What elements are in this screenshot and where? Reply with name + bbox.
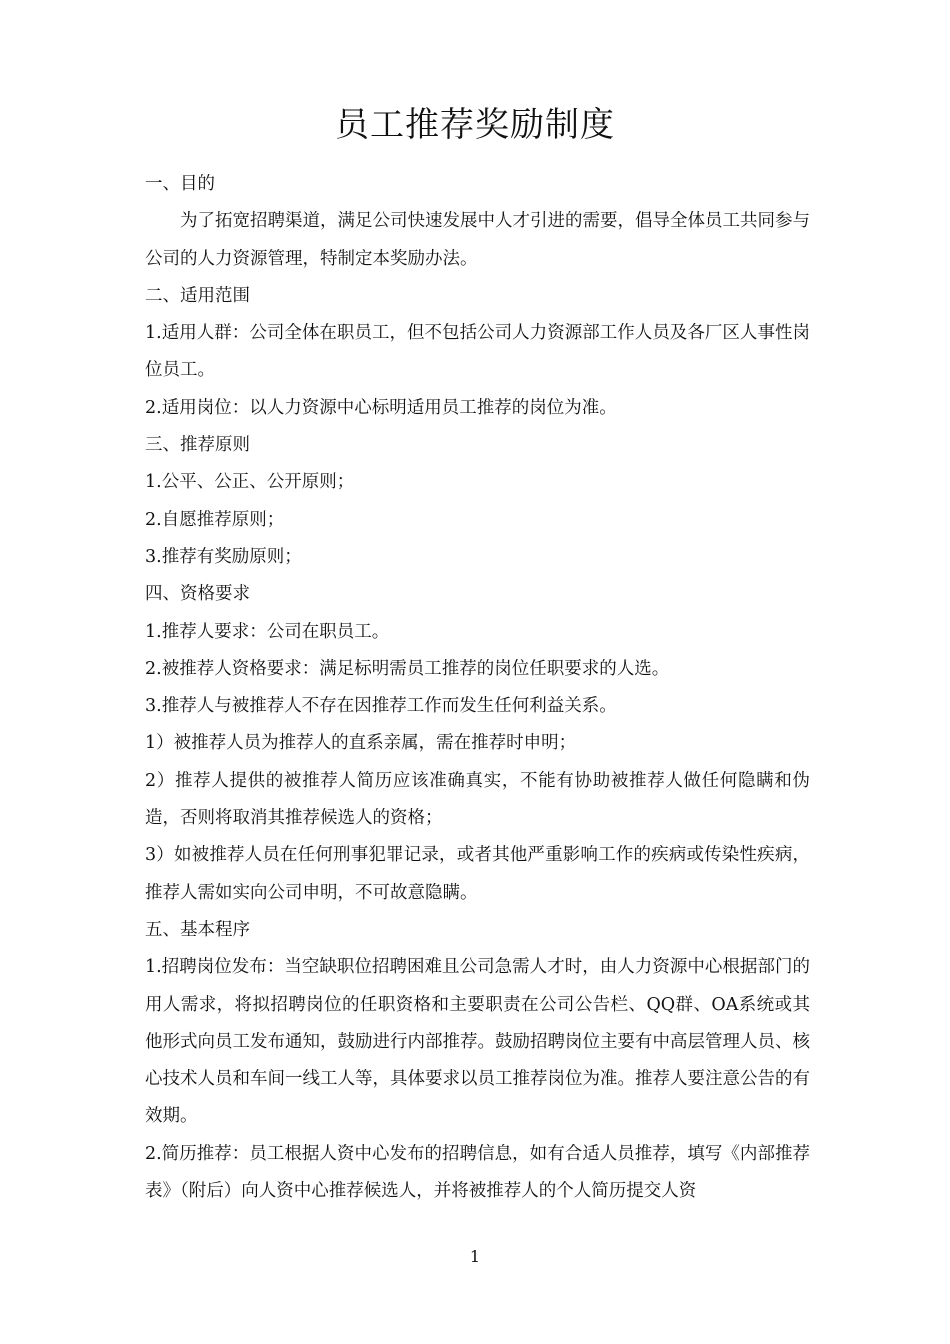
page-number: 1 (469, 1247, 481, 1266)
purpose-paragraph: 为了拓宽招聘渠道，满足公司快速发展中人才引进的需要，倡导全体员工共同参与公司的人力资源管理，特制定本奖励办法。 (145, 211, 810, 269)
principle-item-fairness: 1.公平、公正、公开原则； (145, 472, 355, 493)
section-heading-purpose: 一、目的 (145, 174, 215, 194)
conflict-subitem-relatives: 1）被推荐人员为推荐人的直系亲属，需在推荐时申明； (145, 733, 577, 754)
document-title: 员工推荐奖励制度 (335, 105, 615, 145)
section-heading-principles: 三、推荐原则 (145, 435, 250, 456)
section-heading-scope: 二、适用范围 (145, 285, 250, 306)
procedure-item-resume: 2.简历推荐：员工根据人资中心发布的招聘信息，如有合适人员推荐，填写《内部推荐表》（附后）向人资中心推荐候选人，并将被推荐人的个人简历提交人资 (145, 1143, 810, 1202)
document-body (145, 166, 810, 1210)
procedure-item-posting: 1.招聘岗位发布：当空缺职位招聘困难且公司急需人才时，由人力资源中心根据部门的用人需求，将拟招聘岗位的任职资格和主要职责在公司公告栏、QQ群、OA系统或其他形式向员工发布通知，鼓励进行内部推荐。鼓励招聘岗位主要有中高层管理人员、核心技术人员和车间一线工人等，具体要求以员工推荐岗位为准。推荐人要注意公告的有效期。 (145, 957, 810, 1127)
qualification-item-conflict: 3.推荐人与被推荐人不存在因推荐工作而发生任何利益关系。 (145, 696, 617, 717)
scope-item-personnel: 1.适用人群：公司全体在职员工，但不包括公司人力资源部工作人员及各厂区人事性岗位员工。 (145, 323, 810, 381)
conflict-subitem-records: 3）如被推荐人员在任何刑事犯罪记录，或者其他严重影响工作的疾病或传染性疾病，推荐人需如实向公司申明，不可故意隐瞒。 (145, 845, 810, 903)
qualification-item-referee: 2.被推荐人资格要求：满足标明需员工推荐的岗位任职要求的人选。 (145, 658, 670, 679)
qualification-item-referrer: 1.推荐人要求：公司在职员工。 (145, 621, 390, 642)
principle-item-reward: 3.推荐有奖励原则； (145, 546, 302, 567)
section-heading-qualifications: 四、资格要求 (145, 584, 250, 605)
section-heading-procedure: 五、基本程序 (145, 919, 250, 940)
scope-item-positions: 2.适用岗位：以人力资源中心标明适用员工推荐的岗位为准。 (145, 397, 617, 418)
conflict-subitem-resume: 2）推荐人提供的被推荐人简历应该准确真实，不能有协助被推荐人做任何隐瞒和伪造，否则将取消其推荐候选人的资格； (145, 770, 810, 829)
principle-item-voluntary: 2.自愿推荐原则； (145, 509, 285, 530)
